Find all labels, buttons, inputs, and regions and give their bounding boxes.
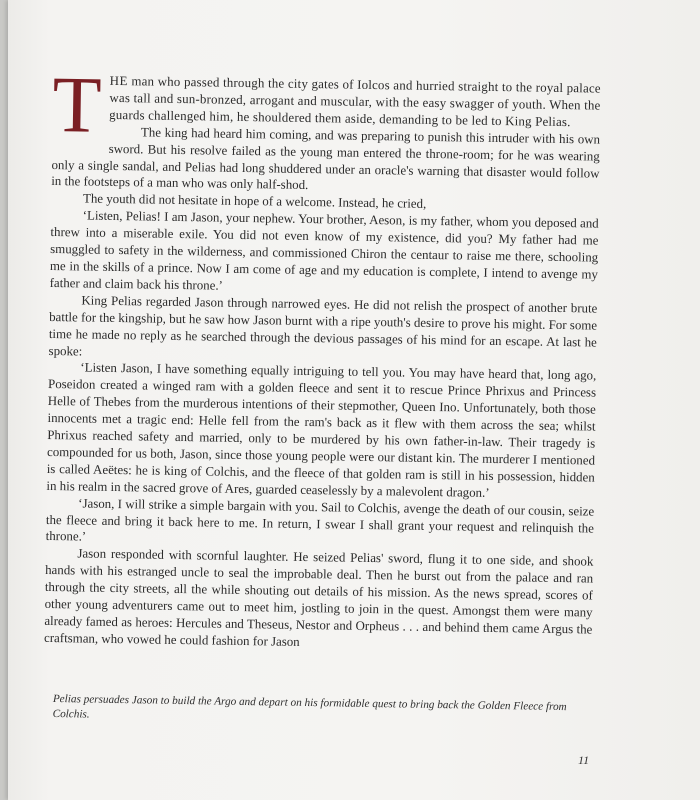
story-text (44, 61, 601, 655)
opening-capitals: HE (109, 73, 129, 89)
illustration-caption: Pelias persuades Jason to build the Argo and depart on his formidable quest to bring back the Golden Fleece from Colchis. (52, 692, 567, 721)
drop-cap: T (51, 61, 103, 150)
paragraph: ‘Listen, Pelias! I am Jason, your nephew. Your brother, Aeson, is my father, whom you deposed and threw into a miserable exile. You did not even know of my existence, did you? My father had me smuggled to safety in the wilderness, and commissioned Chiron the centaur to raise me there, schooling me in the skills of a prince. Now I am come of age and my education is complete, I intend to avenge my father and claim back his throne.’ (49, 208, 599, 293)
opening-paragraph (51, 61, 601, 150)
opening-text: man who passed through the city gates of Iolcos and hurried straight to the royal palace was tall and sun-bronzed, arrogant and muscular, with the easy swagger of youth. When the guards challenged him, he shouldered them aside, demanding to be led to King Pelias. (109, 74, 601, 129)
book-page (8, 0, 700, 800)
page-number: 11 (578, 753, 590, 767)
paragraph: Jason responded with scornful laughter. He seized Pelias' sword, flung it to one side, and shook hands with his estranged uncle to seal the improbable deal. Then he burst out from the palace and ran through the city streets, all the while shouting out details of his mission. As the news spread, scores of other young adventurers came out to meet him, jostling to join in the quest. Amongst them were many already famed as heroes: Hercules and Theseus, Nestor and Orpheus . . . and behind them came Argus the craftsman, who vowed he could fashion for Jason (44, 546, 594, 649)
paragraph: The king had heard him coming, and was preparing to punish this intruder with his own sword. But his resolve failed as the young man entered the throne-room; for he was wearing only a single sandal, and Pelias had long shuddered under an oracle's warning that disaster would follow in the footsteps of a man who was only half-shod. (51, 125, 601, 193)
paragraph: ‘Listen Jason, I have something equally intriguing to tell you. You may have heard that, long ago, Poseidon created a winged ram with a golden fleece and sent it to rescue Prince Phrixus and Princess Helle of Thebes from the murderous intentions of their stepmother, Queen Ino. Unfortunately, both those innocents met a tragic end: Helle fell from the ram's back as it flew with them across the sea; whilst Phrixus reached safety and married, only to be murdered by his own father-in-law. Their tragedy is compounded for us both, Jason, since those young people were our distant kin. The murderer I mentioned is called Aeëtes: he is king of Colchis, and the fleece of that golden ram is still in his possession, hidden in his realm in the sacred grove of Ares, guarded ceaselessly by a malevolent dragon.’ (46, 360, 597, 500)
paragraph: The youth did not hesitate in hope of a welcome. Instead, he cried, (82, 191, 427, 212)
paragraph: ‘Jason, I will strike a simple bargain with you. Sail to Colchis, avenge the death of our cousin, seize the fleece and bring it back here to me. In return, I swear I shall grant your request and relinquish the throne.’ (45, 496, 595, 545)
paragraph: King Pelias regarded Jason through narrowed eyes. He did not relish the prospect of another brute battle for the kingship, but he saw how Jason burnt with a ripe youth's desire to prove his might. For some time he made no reply as he searched through the devious passages of his mind for an escape. At last he spoke: (48, 293, 598, 358)
